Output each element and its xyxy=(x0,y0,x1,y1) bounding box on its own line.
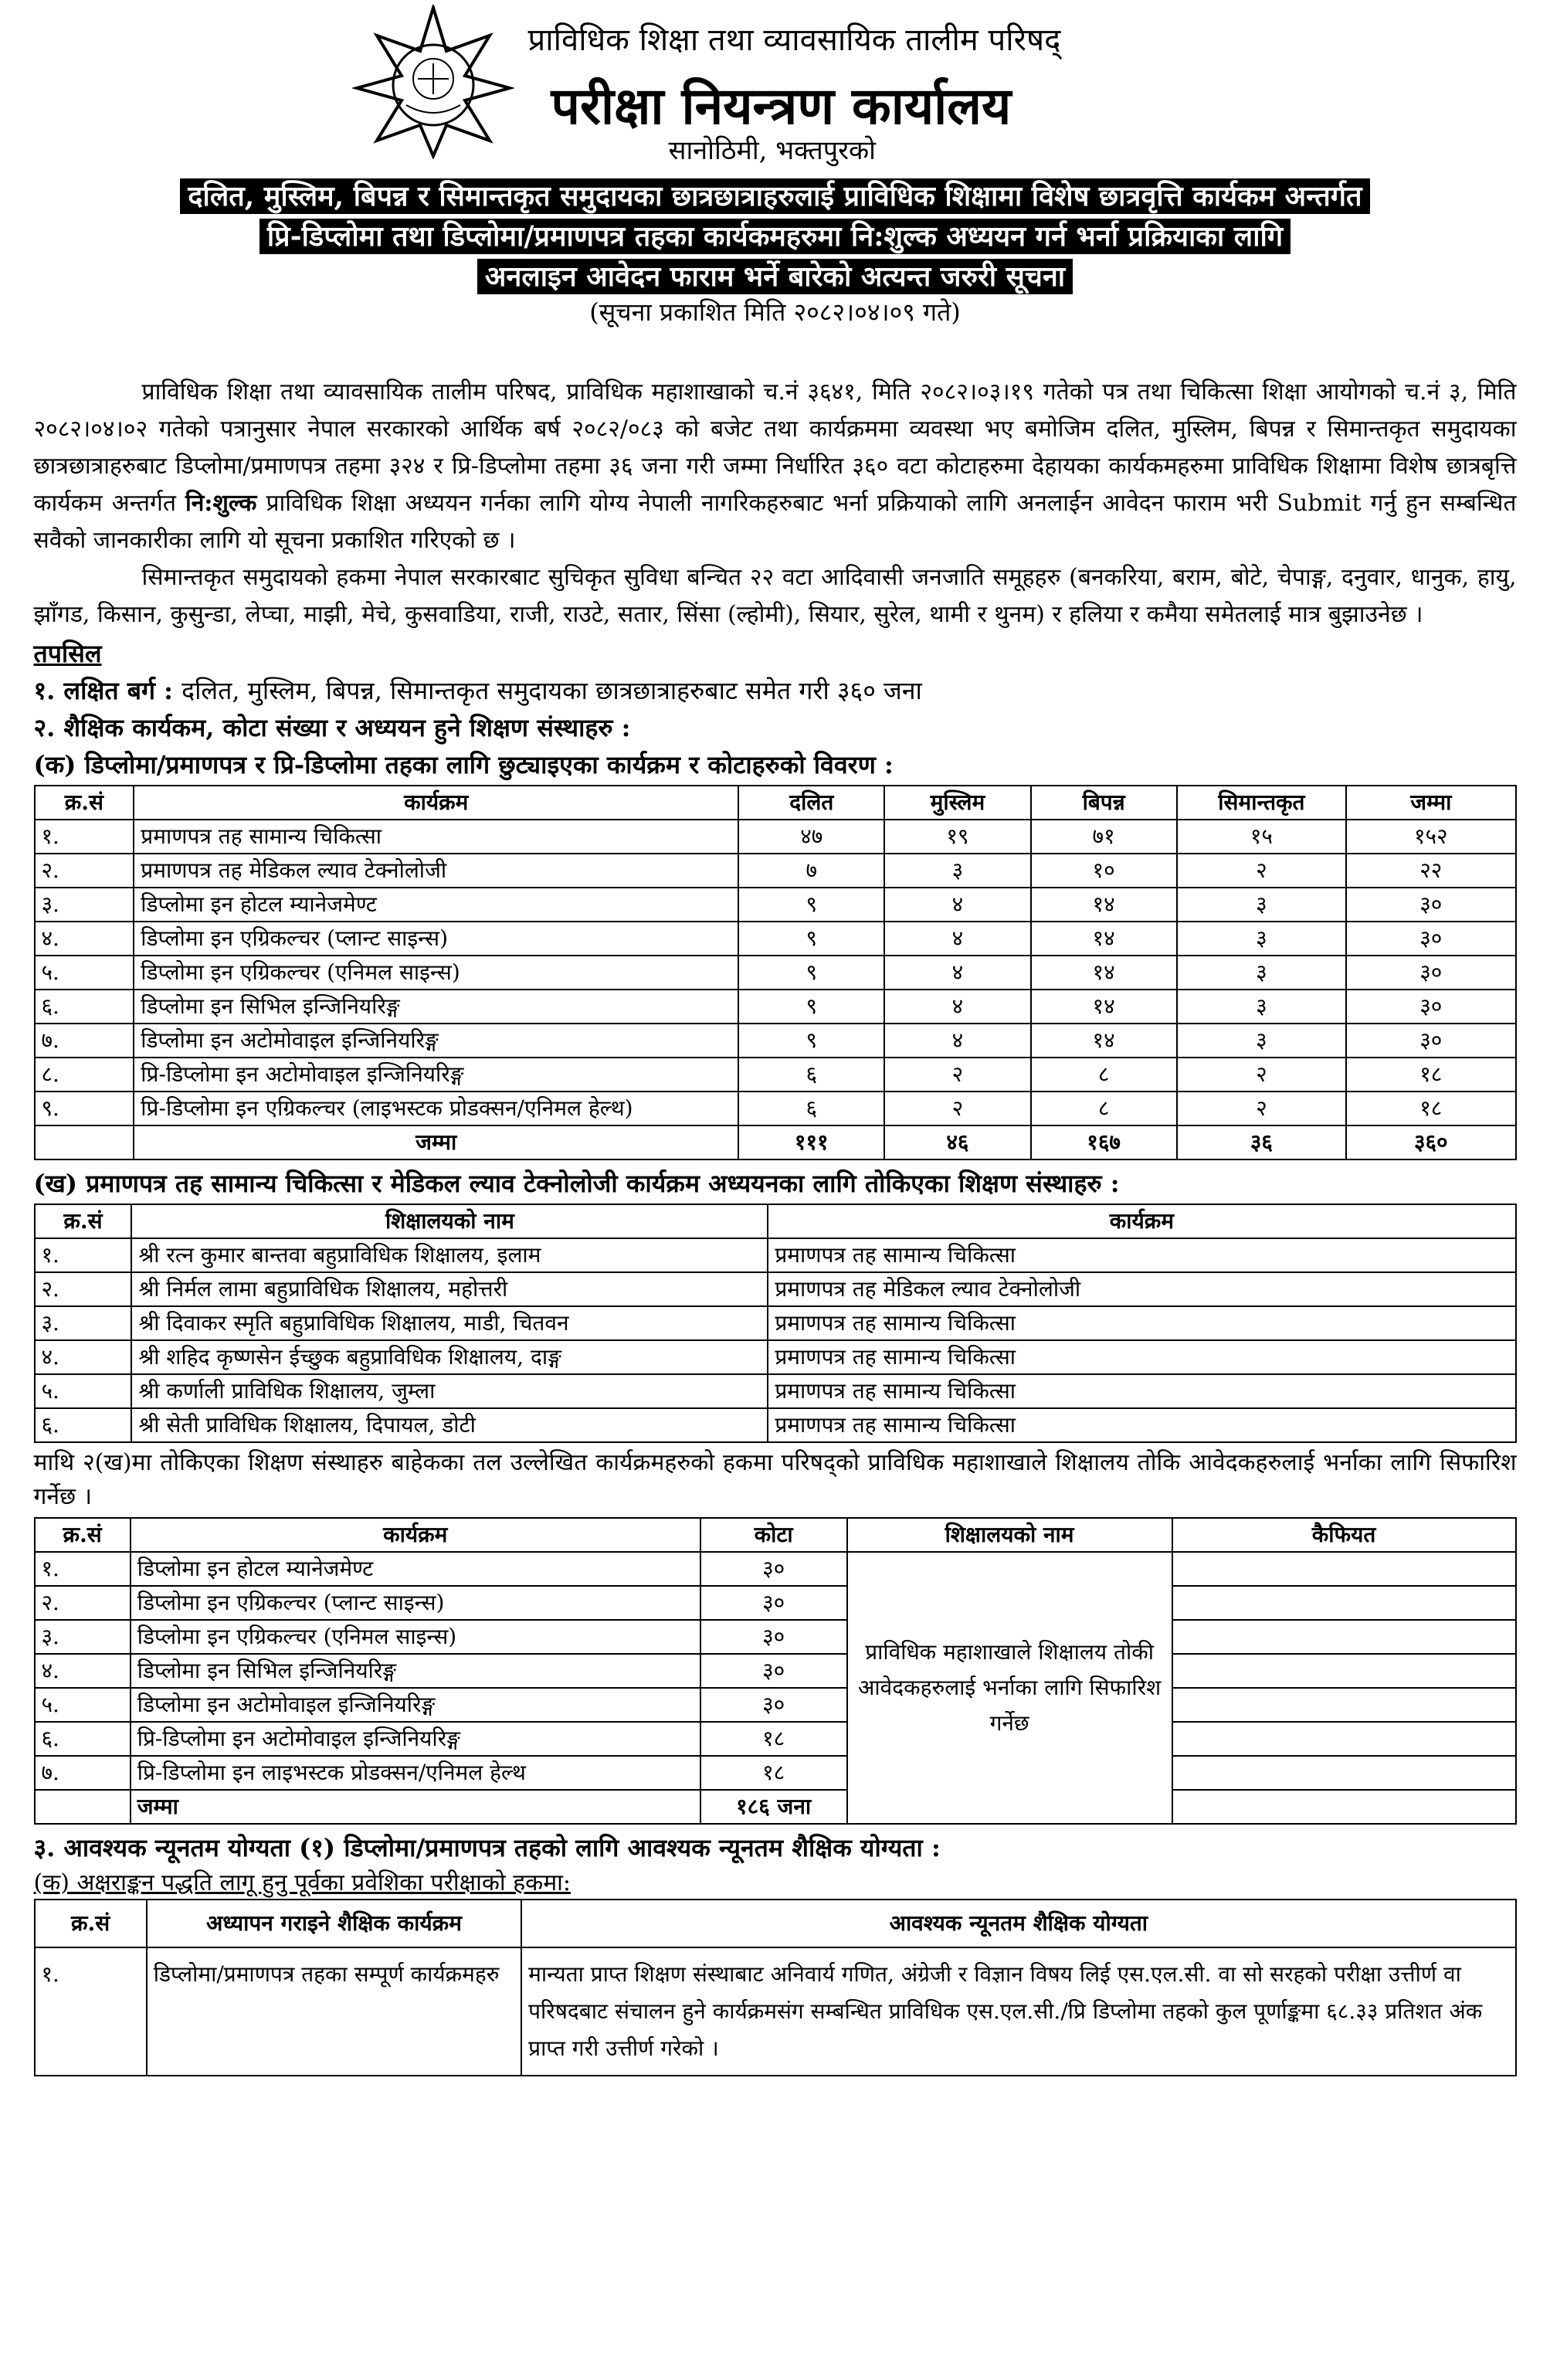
emblem-logo-icon xyxy=(352,5,514,159)
target-group: १. लक्षित बर्ग : दलित, मुस्लिम, बिपन्न, सिमान्तकृत समुदायका छात्रछात्राहरुबाट समेत गरी ३६० जना xyxy=(33,676,922,705)
table-cell: २ xyxy=(1177,1058,1346,1092)
table-cell: १८ xyxy=(700,1756,847,1790)
section-2-heading: २. शैक्षिक कार्यकम, कोटा संख्या र अध्ययन हुने शिक्षण संस्थाहरु : xyxy=(33,713,631,742)
table-cell: ३ xyxy=(1177,1024,1346,1058)
remarks-cell xyxy=(1172,1620,1516,1654)
table-cell: प्रमाणपत्र तह सामान्य चिकित्सा xyxy=(134,820,738,854)
table-cell: डिप्लोमा इन अटोमोवाइल इन्जिनियरिङ्ग xyxy=(131,1688,700,1722)
table-cell: डिप्लोमा इन सिभिल इन्जिनियरिङ्ग xyxy=(134,990,738,1024)
table-cell: १८ xyxy=(700,1722,847,1756)
table-header-row xyxy=(35,1518,1516,1552)
table-cell: ३० xyxy=(1346,990,1515,1024)
table-cell: १५२ xyxy=(1346,820,1515,854)
table-cell: ६ xyxy=(738,1092,884,1125)
table-header: कार्यक्रम xyxy=(134,786,738,820)
title-line-1: दलित, मुस्लिम, बिपन्न र सिमान्तकृत समुदायका छात्रछात्राहरुलाई प्राविधिक शिक्षामा विशेष छात्रवृत्ति कार्यकम अन्तर्गत xyxy=(19,176,1532,214)
qualification-table xyxy=(34,1899,1517,2076)
table-cell: ३० xyxy=(700,1552,847,1586)
table-cell: ७. xyxy=(35,1024,134,1058)
table-cell: ३० xyxy=(700,1620,847,1654)
table-cell: ७. xyxy=(35,1756,131,1790)
table-total-cell: ३६ xyxy=(1177,1125,1346,1159)
table-row xyxy=(35,1552,1516,1586)
table-cell: ६. xyxy=(35,990,134,1024)
table-row xyxy=(35,1024,1516,1058)
table-row xyxy=(35,1238,1516,1272)
table-row xyxy=(35,1340,1516,1374)
institutions-table xyxy=(34,1204,1517,1443)
table-header: कार्यक्रम xyxy=(768,1204,1515,1238)
table-total-label: जम्मा xyxy=(131,1790,700,1824)
remarks-cell xyxy=(1172,1552,1516,1586)
program-recommendation-table xyxy=(34,1517,1517,1825)
table-header: क्र.सं xyxy=(35,1518,131,1552)
table-cell: ७ xyxy=(738,854,884,888)
table-cell: प्रि-डिप्लोमा इन एग्रिकल्चर (लाइभस्टक प्रोडक्सन/एनिमल हेल्थ) xyxy=(134,1092,738,1125)
table-cell: ४. xyxy=(35,922,134,956)
table-cell: १४ xyxy=(1031,1024,1177,1058)
table-cell: डिप्लोमा इन होटल म्यानेजमेण्ट xyxy=(131,1552,700,1586)
table-row xyxy=(35,1756,1516,1790)
table-row xyxy=(35,888,1516,922)
table-row xyxy=(35,1722,1516,1756)
table-cell: १८ xyxy=(1346,1092,1515,1125)
table-total-cell: १६७ xyxy=(1031,1125,1177,1159)
table-cell: प्रमाणपत्र तह सामान्य चिकित्सा xyxy=(768,1306,1515,1340)
table-cell: ३. xyxy=(35,1306,132,1340)
table-cell: २ xyxy=(884,1092,1030,1125)
table-header: सिमान्तकृत xyxy=(1177,786,1346,820)
table-cell: ४ xyxy=(884,956,1030,990)
table-cell: ३० xyxy=(1346,1024,1515,1058)
table-row xyxy=(35,990,1516,1024)
table-cell: २. xyxy=(35,1586,131,1620)
table-cell: ५. xyxy=(35,1688,131,1722)
notice-header xyxy=(19,0,1532,340)
table-cell: ९ xyxy=(738,956,884,990)
table-cell: डिप्लोमा इन अटोमोवाइल इन्जिनियरिङ्ग xyxy=(134,1024,738,1058)
table-cell: ५. xyxy=(35,956,134,990)
remarks-cell xyxy=(1172,1654,1516,1688)
table-cell: ४ xyxy=(884,888,1030,922)
table-cell: ३. xyxy=(35,1620,131,1654)
table-total-row xyxy=(35,1125,1516,1159)
table-cell: ४ xyxy=(884,922,1030,956)
table-cell: श्री शहिद कृष्णसेन ईच्छुक बहुप्राविधिक शिक्षालय, दाङ्ग xyxy=(131,1340,768,1374)
table-total-cell: जम्मा xyxy=(134,1125,738,1159)
notice-page xyxy=(19,0,1532,2076)
table-header: बिपन्न xyxy=(1031,786,1177,820)
table-cell: १० xyxy=(1031,854,1177,888)
remarks-cell xyxy=(1172,1586,1516,1620)
table-cell: २ xyxy=(1177,854,1346,888)
table-row xyxy=(35,1654,1516,1688)
note-2b: माथि २(ख)मा तोकिएका शिक्षण संस्थाहरु बाहेकका तल उल्लेखित कार्यक्रमहरुको हकमा परिषद्को प्राविधिक महाशाखाले शिक्षालय तोकि आवेदकहरुलाई भर्नाका लागि सिफारिश गर्नेछ । xyxy=(33,1449,1517,1510)
table-cell: २. xyxy=(35,1272,132,1306)
table-header: क्र.सं xyxy=(35,1900,147,1947)
table-row xyxy=(35,1947,1516,2076)
table-cell: १४ xyxy=(1031,888,1177,922)
table-cell: ४७ xyxy=(738,820,884,854)
table-cell: श्री कर्णाली प्राविधिक शिक्षालय, जुम्ला xyxy=(131,1374,768,1408)
section-3-heading: ३. आवश्यक न्यूनतम योग्यता (१) डिप्लोमा/प्रमाणपत्र तहको लागि आवश्यक न्यूनतम शैक्षिक योग्यता : xyxy=(33,1833,941,1862)
table-cell: श्री निर्मल लामा बहुप्राविधिक शिक्षालय, महोत्तरी xyxy=(131,1272,768,1306)
table-cell: प्रमाणपत्र तह सामान्य चिकित्सा xyxy=(768,1238,1515,1272)
table-row xyxy=(35,1408,1516,1442)
table-cell: ८ xyxy=(1031,1092,1177,1125)
table-row xyxy=(35,820,1516,854)
table-header: शिक्षालयको नाम xyxy=(131,1204,768,1238)
table-cell: प्रि-डिप्लोमा इन अटोमोवाइल इन्जिनियरिङ्ग xyxy=(134,1058,738,1092)
table-row xyxy=(35,922,1516,956)
table-cell: २. xyxy=(35,854,134,888)
table-row xyxy=(35,1272,1516,1306)
table-cell: १८ xyxy=(1346,1058,1515,1092)
table-cell: ३ xyxy=(1177,922,1346,956)
table-cell: डिप्लोमा इन होटल म्यानेजमेण्ट xyxy=(134,888,738,922)
table-cell: ३. xyxy=(35,888,134,922)
title-line-2: प्रि-डिप्लोमा तथा डिप्लोमा/प्रमाणपत्र तहका कार्यकमहरुमा नि:शुल्क अध्ययन गर्न भर्ना प्रक्रियाका लागि xyxy=(19,216,1532,254)
table-cell: मान्यता प्राप्त शिक्षण संस्थाबाट अनिवार्य गणित, अंग्रेजी र विज्ञान विषय लिई एस.एल.सी. वा सो सरहको परीक्षा उत्तीर्ण वा परिषदबाट संचालन हुने कार्यक्रमसंग सम्बन्धित प्राविधिक एस.एल.सी./प्रि डिप्लोमा तहको कुल पूर्णाङ्कमा ६८.३३ प्रतिशत अंक प्राप्त गरी उत्तीर्ण गरेको । xyxy=(521,1947,1515,2076)
table-cell: ३० xyxy=(1346,922,1515,956)
remarks-cell xyxy=(1172,1722,1516,1756)
intro-paragraph: प्राविधिक शिक्षा तथा व्यावसायिक तालीम परिषद, प्राविधिक महाशाखाको च.नं ३६४१, मिति २०८२।०३।१९ गतेको पत्र तथा चिकित्सा शिक्षा आयोगको च.नं ३, मिति २०८२।०४।०२ गतेको पत्रानुसार नेपाल सरकारको आर्थिक बर्ष २०८२/०८३ को बजेट तथा कार्यक्रममा व्यवस्था भए बमोजिम दलित, मुस्लिम, बिपन्न र सिमान्तकृत समुदायका छात्रछात्राहरुबाट डिप्लोमा/प्रमाणपत्र तहमा ३२४ र प्रि-डिप्लोमा तहमा ३६ जना गरी जम्मा निर्धारित ३६० वटा कोटाहरुमा देहायका कार्यकमहरुमा प्राविधिक शिक्षामा विशेष छात्रबृत्ति कार्यकम अन्तर्गत नि:शुल्क प्राविधिक शिक्षा अध्ययन गर्नका लागि योग्य नेपाली नागरिकहरुबाट भर्ना प्रक्रियाको लागि अनलाईन आवेदन फाराम भरी Submit गर्नु हुन सम्बन्धित सवैको जानकारीका लागि यो सूचना प्रकाशित गरिएको छ । xyxy=(33,379,1517,554)
office-name: परीक्षा नियन्त्रण कार्यालय xyxy=(551,76,1012,136)
table-cell: प्रमाणपत्र तह सामान्य चिकित्सा xyxy=(768,1408,1515,1442)
table-header: आवश्यक न्यूनतम शैक्षिक योग्यता xyxy=(521,1900,1515,1947)
table-cell: ३० xyxy=(700,1654,847,1688)
table-row xyxy=(35,1620,1516,1654)
table-cell: ६. xyxy=(35,1722,131,1756)
section-2b-heading: (ख) प्रमाणपत्र तह सामान्य चिकित्सा र मेडिकल ल्याव टेक्नोलोजी कार्यक्रम अध्ययनका लागि तोकिएका शिक्षण संस्थाहरु : xyxy=(33,1169,1120,1198)
table-row xyxy=(35,854,1516,888)
table-header: अध्यापन गराइने शैक्षिक कार्यक्रम xyxy=(147,1900,521,1947)
table-cell: ४ xyxy=(884,990,1030,1024)
table-cell: १९ xyxy=(884,820,1030,854)
table-cell: ३० xyxy=(700,1586,847,1620)
table-header: जम्मा xyxy=(1346,786,1515,820)
table-row xyxy=(35,956,1516,990)
table-cell: ९ xyxy=(738,922,884,956)
table-cell: डिप्लोमा/प्रमाणपत्र तहका सम्पूर्ण कार्यक्रमहरु xyxy=(147,1947,521,2076)
table-header: शिक्षालयको नाम xyxy=(847,1518,1172,1552)
table-total-cell: ३६० xyxy=(1346,1125,1515,1159)
table-row xyxy=(35,1688,1516,1722)
table-total-row xyxy=(35,1790,1516,1824)
table-cell: ३ xyxy=(884,854,1030,888)
table-cell: ८. xyxy=(35,1058,134,1092)
table-cell: ९. xyxy=(35,1092,134,1125)
marginalized-paragraph: सिमान्तकृत समुदायको हकमा नेपाल सरकारबाट सुचिकृत सुविधा बन्चित २२ वटा आदिवासी जनजाति समूहहरु (बनकरिया, बराम, बोटे, चेपाङ्ग, दनुवार, धानुक, हायु, झाँगड, किसान, कुसुन्डा, लेप्चा, माझी, मेचे, कुसवाडिया, राजी, राउटे, सतार, सिंसा (ल्होमी), सियार, सुरेल, थामी र थुनम) र हलिया र कमैया समेतलाई मात्र बुझाउनेछ । xyxy=(33,564,1517,628)
table-total-cell: १११ xyxy=(738,1125,884,1159)
org-name: प्राविधिक शिक्षा तथा व्यावसायिक तालीम परिषद् xyxy=(527,22,1061,58)
table-cell: ९ xyxy=(738,888,884,922)
office-address: सानोठिमी, भक्तपुरको xyxy=(668,135,876,166)
section-3a-heading: (क) अक्षराङ्कन पद्धति लागू हुनु पूर्वका प्रवेशिका परीक्षाको हकमा: xyxy=(33,1869,571,1896)
table-cell: ४. xyxy=(35,1654,131,1688)
table-header-row xyxy=(35,1204,1516,1238)
table-cell: श्री दिवाकर स्मृति बहुप्राविधिक शिक्षालय, माडी, चितवन xyxy=(131,1306,768,1340)
table-cell: ६. xyxy=(35,1408,132,1442)
table-cell: ३० xyxy=(1346,956,1515,990)
table-cell: २ xyxy=(884,1058,1030,1092)
table-cell: ९ xyxy=(738,1024,884,1058)
remarks-cell xyxy=(1172,1756,1516,1790)
table-cell: प्रि-डिप्लोमा इन लाइभस्टक प्रोडक्सन/एनिमल हेल्थ xyxy=(131,1756,700,1790)
table-cell: डिप्लोमा इन एग्रिकल्चर (एनिमल साइन्स) xyxy=(134,956,738,990)
table-cell: डिप्लोमा इन एग्रिकल्चर (एनिमल साइन्स) xyxy=(131,1620,700,1654)
table-total-value: १८६ जना xyxy=(700,1790,847,1824)
table-header: कोटा xyxy=(700,1518,847,1552)
table-cell: ५. xyxy=(35,1374,132,1408)
table-cell: प्रमाणपत्र तह सामान्य चिकित्सा xyxy=(768,1374,1515,1408)
table-row xyxy=(35,1374,1516,1408)
table-cell: १. xyxy=(35,1947,147,2076)
title-line-3: अनलाइन आवेदन फाराम भर्ने बारेको अत्यन्त जरुरी सूचना xyxy=(19,256,1532,294)
table-cell: ९ xyxy=(738,990,884,1024)
table-header-row xyxy=(35,1900,1516,1947)
table-cell: प्रमाणपत्र तह मेडिकल ल्याव टेक्नोलोजी xyxy=(768,1272,1515,1306)
section-2a-heading: (क) डिप्लोमा/प्रमाणपत्र र प्रि-डिप्लोमा तहका लागि छुट्याइएका कार्यक्रम र कोटाहरुको विवरण : xyxy=(33,750,894,779)
table-cell: ८ xyxy=(1031,1058,1177,1092)
table-cell: डिप्लोमा इन एग्रिकल्चर (प्लान्ट साइन्स) xyxy=(131,1586,700,1620)
table-cell: श्री सेती प्राविधिक शिक्षालय, दिपायल, डोटी xyxy=(131,1408,768,1442)
table-header: मुस्लिम xyxy=(884,786,1030,820)
table-cell: प्रि-डिप्लोमा इन अटोमोवाइल इन्जिनियरिङ्ग xyxy=(131,1722,700,1756)
table-cell: ३ xyxy=(1177,956,1346,990)
table-cell: १. xyxy=(35,1238,132,1272)
table-row xyxy=(35,1058,1516,1092)
table-cell: ४ xyxy=(884,1024,1030,1058)
table-header-row xyxy=(35,786,1516,820)
table-cell: प्रमाणपत्र तह मेडिकल ल्याव टेक्नोलोजी xyxy=(134,854,738,888)
table-cell: १४ xyxy=(1031,990,1177,1024)
table-header: कार्यक्रम xyxy=(131,1518,700,1552)
table-cell: १४ xyxy=(1031,956,1177,990)
table-header: कैफियत xyxy=(1172,1518,1516,1552)
table-cell: ३० xyxy=(700,1688,847,1722)
table-cell: ३ xyxy=(1177,888,1346,922)
table-header: क्र.सं xyxy=(35,786,134,820)
table-row xyxy=(35,1586,1516,1620)
table-cell: १४ xyxy=(1031,922,1177,956)
table-row xyxy=(35,1092,1516,1125)
quota-table xyxy=(34,785,1517,1160)
table-cell: १. xyxy=(35,1552,131,1586)
table-cell: १५ xyxy=(1177,820,1346,854)
merged-note-cell: प्राविधिक महाशाखाले शिक्षालय तोकी आवेदकहरुलाई भर्नाका लागि सिफारिश गर्नेछ xyxy=(847,1552,1172,1824)
table-row xyxy=(35,1306,1516,1340)
table-cell: डिप्लोमा इन सिभिल इन्जिनियरिङ्ग xyxy=(131,1654,700,1688)
table-cell: डिप्लोमा इन एग्रिकल्चर (प्लान्ट साइन्स) xyxy=(134,922,738,956)
publish-date: (सूचना प्रकाशित मिति २०८२।०४।०९ गते) xyxy=(589,297,961,327)
table-cell: श्री रत्न कुमार बान्तवा बहुप्राविधिक शिक्षालय, इलाम xyxy=(131,1238,768,1272)
table-header: दलित xyxy=(738,786,884,820)
table-cell: प्रमाणपत्र तह सामान्य चिकित्सा xyxy=(768,1340,1515,1374)
table-cell: ४. xyxy=(35,1340,132,1374)
remarks-cell xyxy=(1172,1688,1516,1722)
table-cell: ३ xyxy=(1177,990,1346,1024)
table-total-cell: ४६ xyxy=(884,1125,1030,1159)
tapasil-heading: तपसिल xyxy=(33,639,102,668)
table-cell: ६ xyxy=(738,1058,884,1092)
table-cell: ७१ xyxy=(1031,820,1177,854)
table-cell: २२ xyxy=(1346,854,1515,888)
table-cell: ३० xyxy=(1346,888,1515,922)
table-cell: १. xyxy=(35,820,134,854)
table-cell: २ xyxy=(1177,1092,1346,1125)
table-header: क्र.सं xyxy=(35,1204,132,1238)
